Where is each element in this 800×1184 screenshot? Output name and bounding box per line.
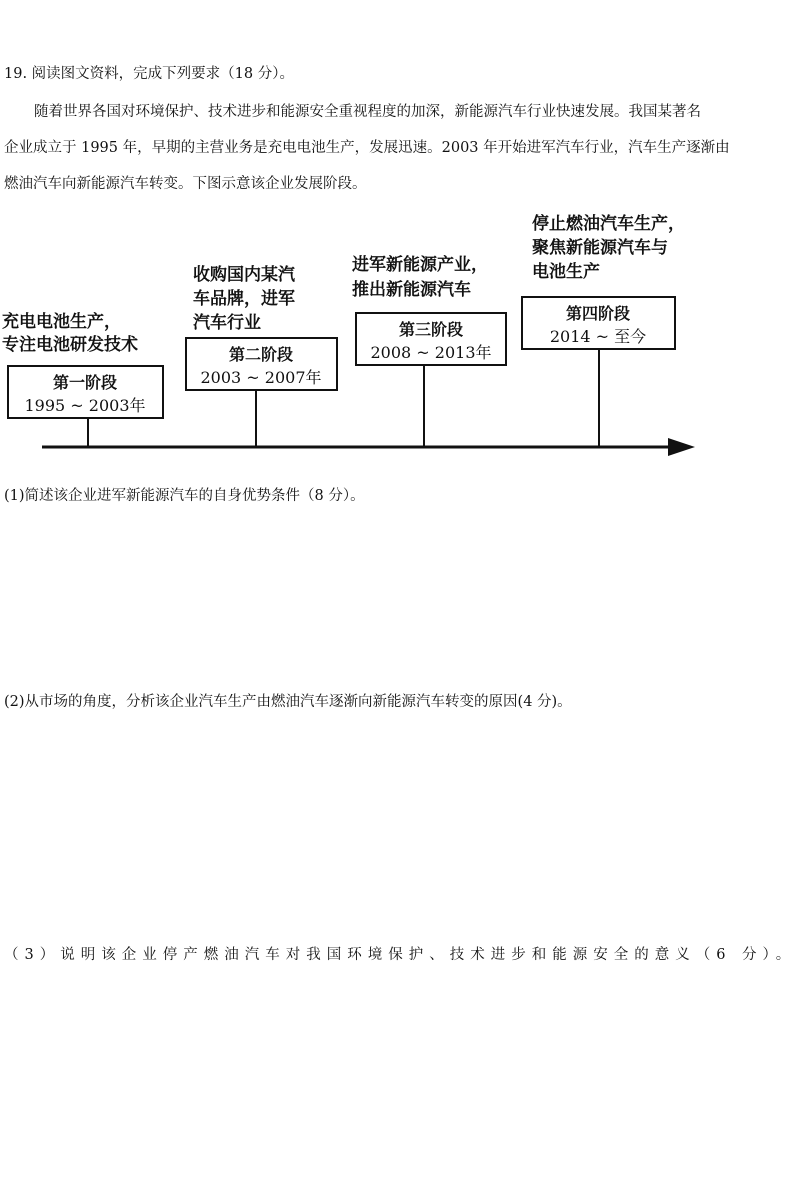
paragraph-line-3: 燃油汽车向新能源汽车转变。下图示意该企业发展阶段。 — [4, 176, 367, 192]
stage-3-desc-line-1: 进军新能源产业， — [352, 255, 488, 275]
stage-4-years: 2014 ~ 至今 — [549, 327, 647, 346]
stage-1-desc-line-1: 充电电池生产， — [2, 312, 121, 332]
stage-3-name: 第三阶段 — [398, 320, 464, 339]
stage-2-desc-line-1: 收购国内某汽 — [193, 265, 295, 285]
stage-1-name: 第一阶段 — [52, 373, 118, 392]
question-title: 19. 阅读图文资料，完成下列要求（18 分）。 — [4, 66, 294, 82]
stage-4-name: 第四阶段 — [565, 304, 631, 323]
stage-2-desc-line-3: 汽车行业 — [193, 313, 261, 333]
subquestion-3: （3）说明该企业停产燃油汽车对我国环境保护、技术进步和能源安全的意义（6 分）。 — [4, 947, 797, 963]
stage-4-desc-line-1: 停止燃油汽车生产， — [532, 214, 685, 234]
stage-2-desc-line-2: 车品牌，进军 — [193, 289, 295, 309]
development-timeline — [0, 205, 800, 475]
stage-2-name: 第二阶段 — [228, 345, 294, 364]
stage-2-years: 2003 ~ 2007年 — [200, 368, 322, 387]
question-paragraph — [4, 94, 794, 202]
subquestion-2: (2)从市场的角度，分析该企业汽车生产由燃油汽车逐渐向新能源汽车转变的原因(4 分)。 — [4, 694, 572, 710]
stage-4-desc-line-3: 电池生产 — [532, 262, 600, 282]
stage-1-years: 1995 ~ 2003年 — [24, 396, 146, 415]
paragraph-line-1: 随着世界各国对环境保护、技术进步和能源安全重视程度的加深，新能源汽车行业快速发展。我国某著名 — [34, 104, 701, 120]
subquestion-1: (1)简述该企业进军新能源汽车的自身优势条件（8 分）。 — [4, 488, 365, 504]
stage-1-desc-line-2: 专注电池研发技术 — [2, 335, 138, 355]
stage-4-desc-line-2: 聚焦新能源汽车与 — [532, 238, 668, 258]
stage-3-desc-line-2: 推出新能源汽车 — [352, 280, 471, 300]
paragraph-line-2: 企业成立于 1995 年，早期的主营业务是充电电池生产，发展迅速。2003 年开始进军汽车行业，汽车生产逐渐由 — [4, 140, 730, 156]
stage-3-years: 2008 ~ 2013年 — [370, 343, 492, 362]
timeline-arrow-icon — [668, 438, 695, 456]
